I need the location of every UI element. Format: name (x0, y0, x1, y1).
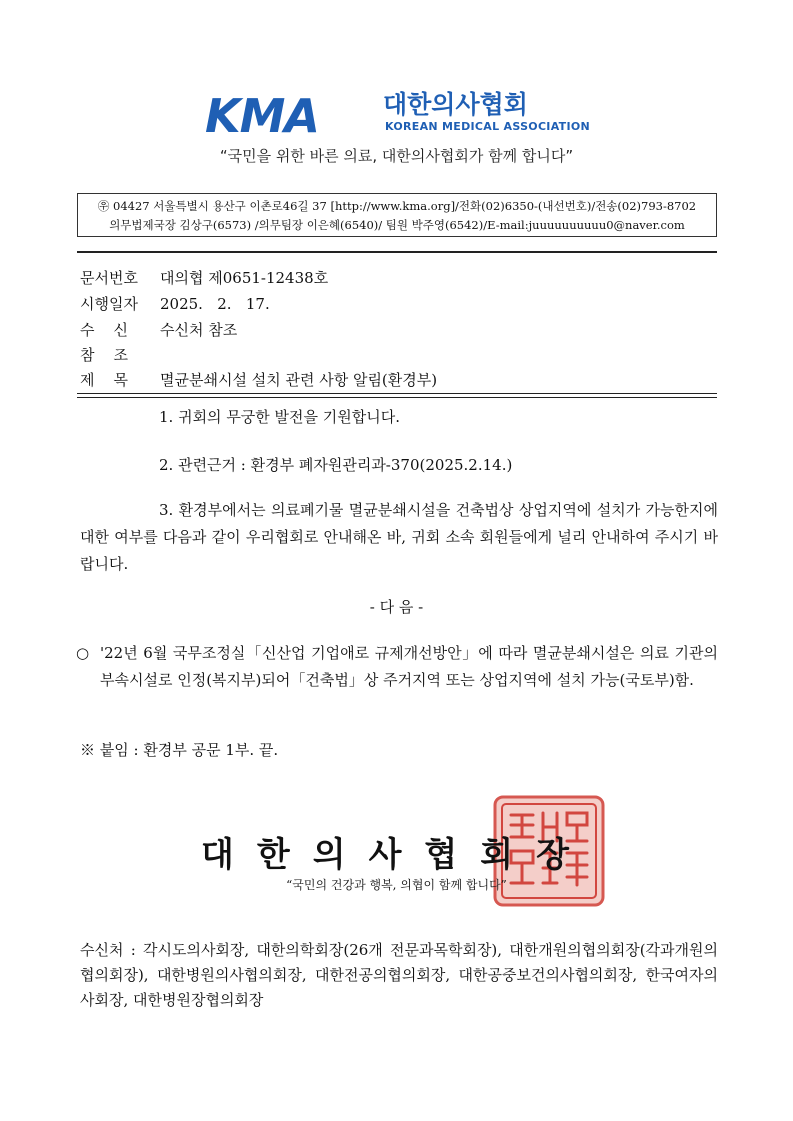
attachment-note: ※ 붙임 : 환경부 공문 1부. 끝. (80, 741, 279, 759)
address-box (77, 193, 717, 237)
meta-value: 대의협 제0651-12438호 (160, 269, 329, 287)
paragraph-3: 3. 환경부에서는 의료폐기물 멸균분쇄시설을 건축법상 상업지역에 설치가 가능한지에 대한 여부를 다음과 같이 우리협회로 안내해온 바, 귀회 소속 회원들에게 널리 안내하여 주시기 바랍니다. (80, 501, 718, 573)
meta-value: 2025. 2. 17. (160, 295, 270, 313)
meta-date (80, 294, 270, 314)
meta-label: 참 조 (80, 346, 129, 364)
meta-value: 수신처 참조 (160, 321, 238, 339)
meta-label: 수 신 (80, 321, 129, 339)
kma-logo (205, 89, 605, 143)
meta-subject (80, 370, 437, 390)
paragraph-2: 2. 관련근거 : 환경부 폐자원관리과-370(2025.2.14.) (159, 456, 513, 474)
logo-korean: 대한의사협회 (383, 90, 528, 119)
bullet-mark: ○ (76, 644, 90, 662)
header-divider (77, 251, 717, 253)
signatory-title: 대한의사협회장 (201, 835, 592, 875)
header-slogan: “국민을 위한 바른 의료, 대한의사협회가 함께 합니다” (219, 147, 574, 165)
bullet-item: '22년 6월 국무조정실「신산업 기업애로 규제개선방안」에 따라 멸균분쇄시설은 의료 기관의 부속시설로 인정(복지부)되어「건축법」상 주거지역 또는 상업지역에 설치 가능(국토부)함. (100, 644, 718, 689)
meta-reference (80, 345, 160, 365)
meta-label: 시행일자 (80, 295, 138, 313)
signature-motto: “국민의 건강과 행복, 의협이 함께 합니다” (286, 878, 507, 892)
logo-english: KOREAN MEDICAL ASSOCIATION (385, 120, 591, 133)
meta-value: 멸균분쇄시설 설치 관련 사항 알림(환경부) (160, 371, 438, 389)
subject-divider-bottom (77, 397, 717, 398)
meta-label: 제 목 (80, 371, 129, 389)
section-heading: - 다 음 - (369, 598, 424, 616)
paragraph-1: 1. 귀회의 무궁한 발전을 기원합니다. (159, 408, 401, 426)
subject-divider-top (77, 393, 717, 394)
meta-recipient (80, 320, 237, 340)
recipients-list: 수신처 : 각시도의사회장, 대한의학회장(26개 전문과목학회장), 대한개원의협의회장(각과개원의협의회장), 대한병원의사협의회장, 대한전공의협의회장, 대한공중보건의사협의회장, 한국여자의사회장, 대한병원장협의회장 (80, 941, 718, 1009)
meta-doc-number (80, 268, 328, 288)
address-line-1: ㉾ 04427 서울특별시 용산구 이촌로46길 37 [http://www.kma.org]/전화(02)6350-(내선번호)/전송(02)793-8702 (97, 199, 697, 213)
address-line-2: 의무법제국장 김상구(6573) /의무팀장 이은혜(6540)/ 팀원 박주영(6542)/E-mail:juuuuuuuuuu0@naver.com (109, 218, 685, 232)
meta-label: 문서번호 (80, 269, 138, 287)
logo-mark: KMA (205, 89, 320, 143)
